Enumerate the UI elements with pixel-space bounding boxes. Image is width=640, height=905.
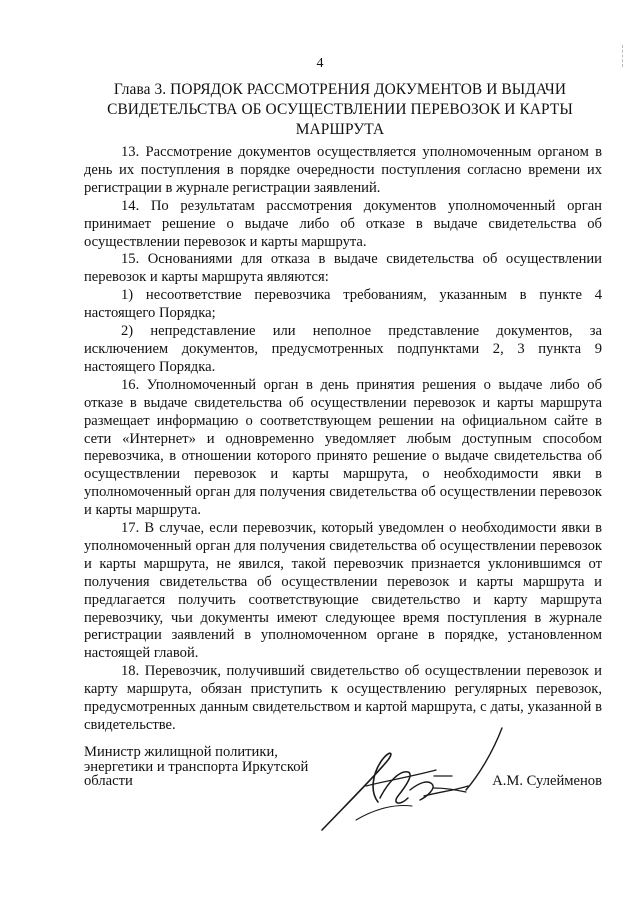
handwritten-signature <box>316 720 506 840</box>
paragraph-17: 17. В случае, если перевозчик, который уведомлен о необходимости явки в уполномоченный орган для получения свидетельства об осуществлении перевозок и карты маршрута, не явился, такой перевозчик признается уклонившимся от получения свидетельства об осуществлении перевозок и карты маршрута и предлагается получить соответствующие свидетельство и карту маршрута перевозчику, чьи документы имеют следующее время поступления в журнале регистрации заявлений в уполномоченном органе в порядке, установленном настоящей главой. <box>84 520 602 662</box>
signature-block <box>84 745 602 835</box>
paragraph-14: 14. По результатам рассмотрения документов уполномоченный орган принимает решение о выдаче либо об отказе в выдаче свидетельства об осуществлении перевозок и карты маршрута. <box>84 197 602 250</box>
chapter-title: Глава 3. ПОРЯДОК РАССМОТРЕНИЯ ДОКУМЕНТОВ И ВЫДАЧИ СВИДЕТЕЛЬСТВА ОБ ОСУЩЕСТВЛЕНИИ ПЕРЕВОЗОК И КАРТЫ МАРШРУТА <box>107 81 573 138</box>
paragraph-15-item-1: 1) несоответствие перевозчика требованиям, указанным в пункте 4 настоящего Порядка; <box>84 287 602 322</box>
paragraph-13: 13. Рассмотрение документов осуществляется уполномоченным органом в день их поступления в порядке очередности поступления согласно времени их регистрации в журнале регистрации заявлений. <box>84 144 602 196</box>
paragraph-16: 16. Уполномоченный орган в день принятия решения о выдаче либо об отказе в выдаче свидетельства об осуществлении перевозок и карты маршрута размещает информацию о соответствующем решении на официальном сайте в сети «Интернет» и одновременно уведомляет любым доступным способом перевозчика, в отношении которого принято решение о выдаче свидетельства об осуществлении перевозок и карты маршрута, о необходимости явки в уполномоченный орган для получения свидетельства об осуществлении перевозок и карты маршрута. <box>84 376 602 519</box>
signatory-name: А.М. Сулейменов <box>492 773 602 789</box>
paragraph-15-item-2: 2) непредставление или неполное представление документов, за исключением документов, предусмотренных подпунктами 2, 3 пункта 9 настоящего Порядка. <box>84 323 602 375</box>
page-number: 4 <box>316 56 324 71</box>
paragraph-18: 18. Перевозчик, получивший свидетельство об осуществлении перевозок и карту маршрута, обязан приступить к осуществлению регулярных перевозок, предусмотренных данным свидетельством и картой маршрута, с даты, указанной в свидетельстве. <box>84 663 602 733</box>
scan-edge-mark <box>622 45 624 67</box>
signatory-role: Министр жилищной политики, энергетики и транспорта Иркутской области <box>84 744 309 789</box>
document-body <box>84 144 602 735</box>
paragraph-15: 15. Основаниями для отказа в выдаче свидетельства об осуществлении перевозок и карты маршрута являются: <box>84 251 602 286</box>
